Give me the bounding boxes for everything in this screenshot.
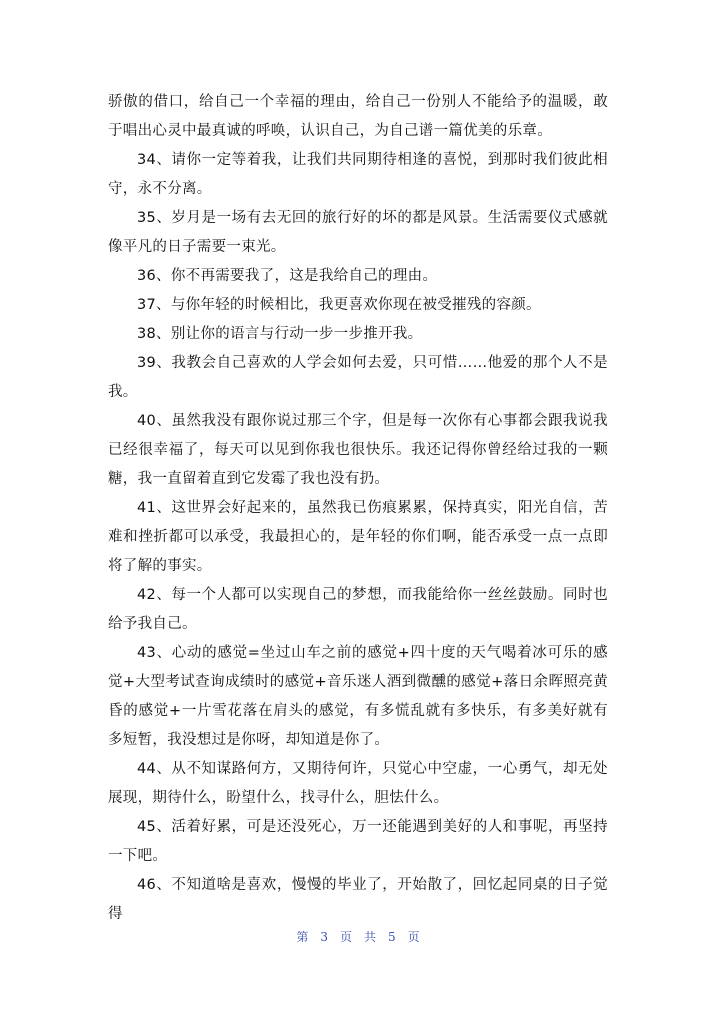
paragraph-35: 35、岁月是一场有去无回的旅行好的坏的都是风景。生活需要仪式感就像平凡的日子需要一束光。 [108, 210, 608, 255]
paragraph-continuation: 骄傲的借口，给自己一个幸福的理由，给自己一份别人不能给予的温暖，敢于唱出心灵中最真诚的呼唤，认识自己，为自己谱一篇优美的乐章。 [108, 94, 608, 139]
paragraph-45: 45、活着好累，可是还没死心，万一还能遇到美好的人和事呢，再坚持一下吧。 [108, 819, 608, 864]
footer-di: 第 [296, 930, 313, 944]
page-footer [0, 928, 720, 945]
footer-ye: 页 [339, 930, 356, 944]
paragraph-37: 37、与你年轻的时候相比，我更喜欢你现在被受摧残的容颜。 [137, 297, 541, 313]
paragraph-39: 39、我教会自己喜欢的人学会如何去爱，只可惜……他爱的那个人不是我。 [108, 355, 608, 400]
paragraph-38: 38、别让你的语言与行动一步一步推开我。 [137, 326, 423, 342]
paragraph-40: 40、虽然我没有跟你说过那三个字，但是每一次你有心事都会跟我说我已经很幸福了，每天可以见到你我也很快乐。我还记得你曾经给过我的一颗糖，我一直留着直到它发霉了我也没有扔。 [108, 413, 608, 487]
paragraph-36: 36、你不再需要我了，这是我给自己的理由。 [137, 268, 438, 284]
footer-ye-end: 页 [407, 930, 424, 944]
paragraph-41: 41、这世界会好起来的，虽然我已伤痕累累，保持真实，阳光自信，苦难和挫折都可以承受，我最担心的，是年轻的你们啊，能否承受一点一点即将了解的事实。 [108, 500, 608, 574]
document-body [108, 88, 608, 929]
footer-gong: 共 [364, 930, 381, 944]
footer-total-pages: 5 [388, 930, 400, 944]
paragraph-46: 46、不知道啥是喜欢，慢慢的毕业了，开始散了，回忆起同桌的日子觉得 [108, 877, 608, 922]
paragraph-42: 42、每一个人都可以实现自己的梦想，而我能给你一丝丝鼓励。同时也给予我自己。 [108, 587, 608, 632]
footer-current-page: 3 [320, 930, 332, 944]
paragraph-44: 44、从不知谋路何方，又期待何许，只觉心中空虚，一心勇气，却无处展现，期待什么，盼望什么，找寻什么，胆怯什么。 [108, 761, 608, 806]
paragraph-43: 43、心动的感觉=坐过山车之前的感觉+四十度的天气喝着冰可乐的感觉+大型考试查询成绩时的感觉+音乐迷人酒到微醺的感觉+落日余晖照亮黄昏的感觉+一片雪花落在肩头的感觉，有多慌乱就有多快乐，有多美好就有多短暂，我没想过是你呀，却知道是你了。 [108, 645, 608, 748]
paragraph-34: 34、请你一定等着我，让我们共同期待相逢的喜悦，到那时我们彼此相守，永不分离。 [108, 152, 608, 197]
